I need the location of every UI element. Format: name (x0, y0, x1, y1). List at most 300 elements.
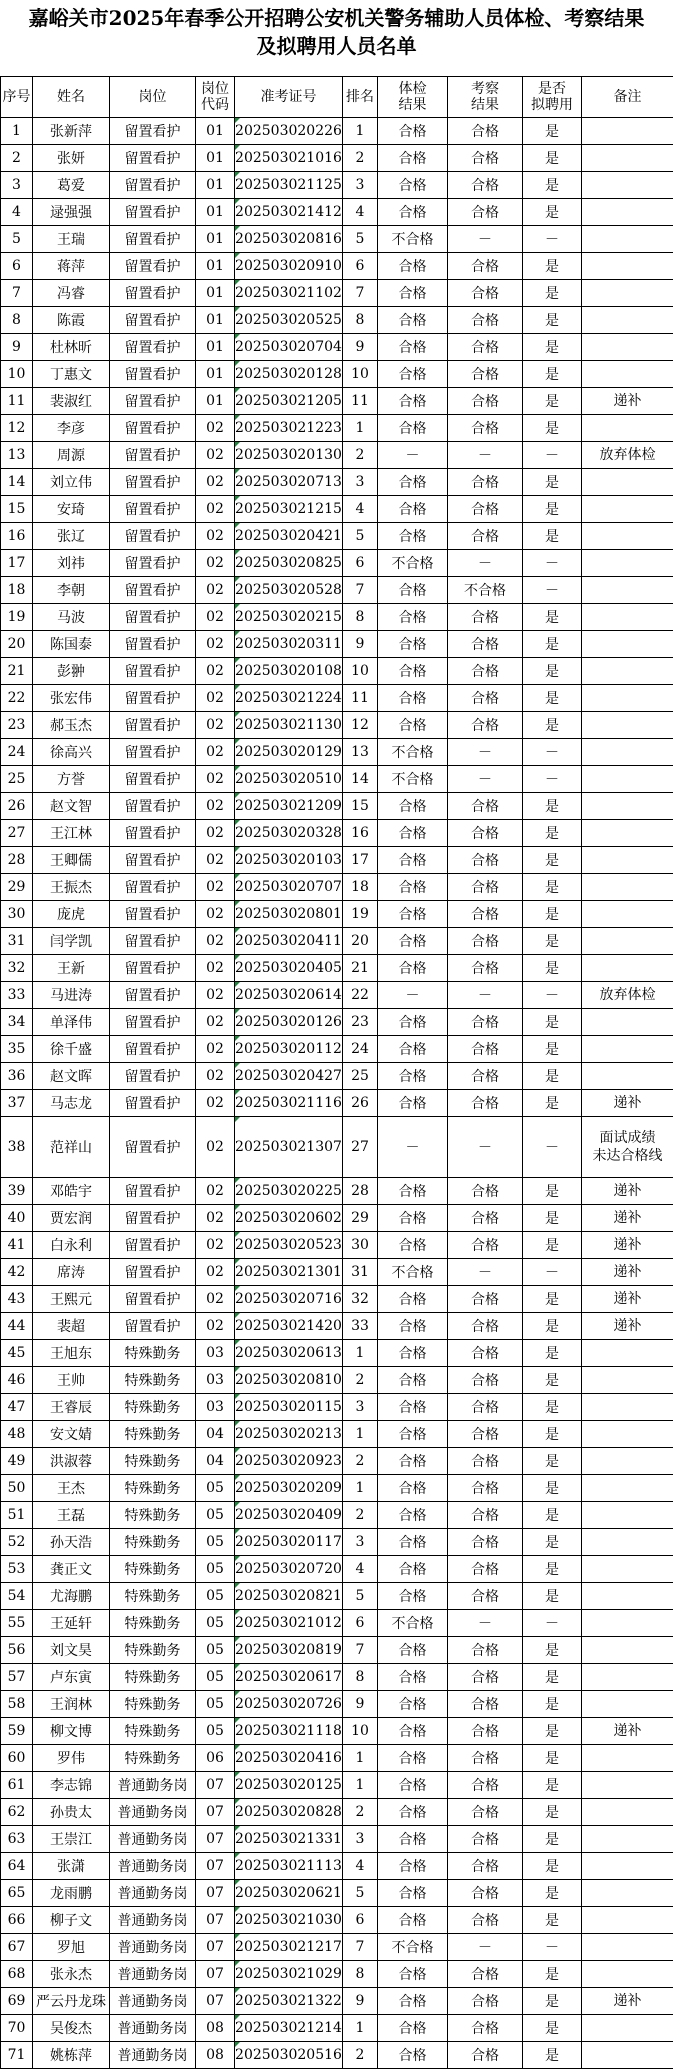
row-name: 张宏伟 (33, 685, 110, 712)
row-name: 王帅 (33, 1367, 110, 1394)
row-position: 留置看护 (110, 442, 196, 469)
row-remark (582, 739, 673, 766)
row-hire-status: 是 (523, 145, 582, 172)
row-physical-result: 合格 (378, 1529, 448, 1556)
row-rank: 5 (343, 1880, 378, 1907)
row-hire-status: 是 (523, 604, 582, 631)
row-position-code: 07 (196, 1961, 235, 1988)
row-exam-number: 202503020816 (235, 226, 343, 253)
row-hire-status: 是 (523, 523, 582, 550)
row-rank: 6 (343, 1610, 378, 1637)
row-index: 16 (1, 523, 33, 550)
row-remark: 递补 (582, 1988, 673, 2015)
table-row (1, 1063, 673, 1090)
row-inspection-result: 合格 (448, 1826, 523, 1853)
row-inspection-result: 合格 (448, 1036, 523, 1063)
row-position-code: 07 (196, 1826, 235, 1853)
row-hire-status: 是 (523, 253, 582, 280)
row-inspection-result: 合格 (448, 523, 523, 550)
row-inspection-result: 合格 (448, 496, 523, 523)
row-position: 留置看护 (110, 631, 196, 658)
row-inspection-result: 合格 (448, 1367, 523, 1394)
row-position: 留置看护 (110, 739, 196, 766)
row-physical-result: － (378, 442, 448, 469)
row-exam-number: 202503021214 (235, 2015, 343, 2042)
table-row (1, 415, 673, 442)
row-name: 张妍 (33, 145, 110, 172)
row-rank: 6 (343, 550, 378, 577)
row-inspection-result: 合格 (448, 955, 523, 982)
row-name: 柳子文 (33, 1907, 110, 1934)
table-row (1, 523, 673, 550)
col-header-remark: 备注 (582, 77, 673, 118)
row-remark (582, 604, 673, 631)
row-rank: 7 (343, 1637, 378, 1664)
row-hire-status: 是 (523, 1313, 582, 1340)
table-row (1, 2015, 673, 2042)
row-index: 38 (1, 1117, 33, 1178)
row-name: 王延轩 (33, 1610, 110, 1637)
row-name: 丁惠文 (33, 361, 110, 388)
row-exam-number: 202503020510 (235, 766, 343, 793)
row-exam-number: 202503020810 (235, 1367, 343, 1394)
row-position: 留置看护 (110, 604, 196, 631)
col-header-physical-result: 体检 结果 (378, 77, 448, 118)
table-row (1, 1826, 673, 1853)
row-remark (582, 415, 673, 442)
row-inspection-result: 合格 (448, 1583, 523, 1610)
row-name: 王杰 (33, 1475, 110, 1502)
row-physical-result: 合格 (378, 280, 448, 307)
row-exam-number: 202503020726 (235, 1691, 343, 1718)
row-position: 留置看护 (110, 1259, 196, 1286)
row-hire-status: － (523, 1259, 582, 1286)
row-remark (582, 1340, 673, 1367)
row-physical-result: 合格 (378, 793, 448, 820)
row-index: 13 (1, 442, 33, 469)
row-rank: 4 (343, 1556, 378, 1583)
row-hire-status: 是 (523, 1556, 582, 1583)
row-name: 王旭东 (33, 1340, 110, 1367)
table-row (1, 1664, 673, 1691)
row-exam-number: 202503020801 (235, 901, 343, 928)
col-header-exam-number: 准考证号 (235, 77, 343, 118)
row-rank: 10 (343, 361, 378, 388)
row-physical-result: 合格 (378, 496, 448, 523)
row-physical-result: 合格 (378, 388, 448, 415)
row-exam-number: 202503020720 (235, 1556, 343, 1583)
row-hire-status: 是 (523, 1718, 582, 1745)
row-index: 2 (1, 145, 33, 172)
row-inspection-result: － (448, 739, 523, 766)
row-index: 37 (1, 1090, 33, 1117)
row-hire-status: 是 (523, 1502, 582, 1529)
row-index: 63 (1, 1826, 33, 1853)
row-rank: 5 (343, 1583, 378, 1610)
row-inspection-result: － (448, 1259, 523, 1286)
document-title (0, 0, 673, 72)
row-exam-number: 202503020828 (235, 1799, 343, 1826)
row-index: 19 (1, 604, 33, 631)
row-remark (582, 118, 673, 145)
row-name: 卢东寅 (33, 1664, 110, 1691)
row-index: 60 (1, 1745, 33, 1772)
row-position: 特殊勤务 (110, 1475, 196, 1502)
table-row (1, 1367, 673, 1394)
row-index: 65 (1, 1880, 33, 1907)
row-hire-status: － (523, 739, 582, 766)
row-physical-result: 合格 (378, 1036, 448, 1063)
table-row (1, 847, 673, 874)
row-index: 8 (1, 307, 33, 334)
row-inspection-result: 合格 (448, 361, 523, 388)
row-name: 安琦 (33, 496, 110, 523)
row-remark: 递补 (582, 1286, 673, 1313)
row-rank: 9 (343, 1691, 378, 1718)
row-exam-number: 202503020819 (235, 1637, 343, 1664)
row-remark (582, 1880, 673, 1907)
row-rank: 3 (343, 1529, 378, 1556)
row-rank: 3 (343, 469, 378, 496)
row-inspection-result: 合格 (448, 1907, 523, 1934)
row-name: 赵文智 (33, 793, 110, 820)
row-hire-status: 是 (523, 1009, 582, 1036)
row-hire-status: 是 (523, 1063, 582, 1090)
row-exam-number: 202503020409 (235, 1502, 343, 1529)
row-rank: 4 (343, 199, 378, 226)
row-hire-status: 是 (523, 1907, 582, 1934)
row-position: 留置看护 (110, 874, 196, 901)
row-hire-status: 是 (523, 1205, 582, 1232)
table-row (1, 1178, 673, 1205)
row-inspection-result: 合格 (448, 1232, 523, 1259)
row-name: 王熙元 (33, 1286, 110, 1313)
row-position-code: 01 (196, 118, 235, 145)
row-hire-status: 是 (523, 2042, 582, 2069)
row-exam-number: 202503020108 (235, 658, 343, 685)
row-position: 特殊勤务 (110, 1664, 196, 1691)
row-name: 王磊 (33, 1502, 110, 1529)
row-physical-result: 合格 (378, 712, 448, 739)
row-rank: 21 (343, 955, 378, 982)
row-physical-result: 不合格 (378, 739, 448, 766)
row-inspection-result: 合格 (448, 847, 523, 874)
row-physical-result: 合格 (378, 334, 448, 361)
row-position-code: 05 (196, 1610, 235, 1637)
table-row (1, 1691, 673, 1718)
row-hire-status: 是 (523, 1232, 582, 1259)
row-rank: 1 (343, 118, 378, 145)
table-row (1, 334, 673, 361)
row-position-code: 07 (196, 1880, 235, 1907)
row-position: 普通勤务岗 (110, 2042, 196, 2069)
row-name: 龚正文 (33, 1556, 110, 1583)
row-exam-number: 202503020126 (235, 1009, 343, 1036)
row-inspection-result: 合格 (448, 685, 523, 712)
row-exam-number: 202503020523 (235, 1232, 343, 1259)
table-row (1, 712, 673, 739)
row-name: 尤海鹏 (33, 1583, 110, 1610)
row-exam-number: 202503020707 (235, 874, 343, 901)
row-position-code: 07 (196, 1772, 235, 1799)
row-inspection-result: － (448, 550, 523, 577)
table-row (1, 1961, 673, 1988)
row-hire-status: 是 (523, 1745, 582, 1772)
row-name: 姚栋萍 (33, 2042, 110, 2069)
row-hire-status: 是 (523, 415, 582, 442)
row-position: 留置看护 (110, 955, 196, 982)
row-hire-status: 是 (523, 1799, 582, 1826)
row-name: 裴淑红 (33, 388, 110, 415)
row-physical-result: 合格 (378, 847, 448, 874)
row-position: 留置看护 (110, 496, 196, 523)
row-position-code: 01 (196, 253, 235, 280)
row-position-code: 02 (196, 1090, 235, 1117)
row-exam-number: 202503020923 (235, 1448, 343, 1475)
row-index: 28 (1, 847, 33, 874)
col-header-position: 岗位 (110, 77, 196, 118)
row-rank: 10 (343, 658, 378, 685)
row-hire-status: 是 (523, 2015, 582, 2042)
row-rank: 7 (343, 1934, 378, 1961)
row-inspection-result: 合格 (448, 415, 523, 442)
results-table (0, 76, 673, 2069)
row-index: 52 (1, 1529, 33, 1556)
row-position: 普通勤务岗 (110, 1853, 196, 1880)
row-exam-number: 202503020602 (235, 1205, 343, 1232)
row-index: 71 (1, 2042, 33, 2069)
row-exam-number: 202503020704 (235, 334, 343, 361)
row-remark (582, 172, 673, 199)
row-position-code: 02 (196, 901, 235, 928)
row-hire-status: 是 (523, 1394, 582, 1421)
table-row (1, 1853, 673, 1880)
row-position: 留置看护 (110, 415, 196, 442)
row-exam-number: 202503021030 (235, 1907, 343, 1934)
row-name: 逯强强 (33, 199, 110, 226)
row-name: 邓皓宇 (33, 1178, 110, 1205)
row-remark: 面试成绩 未达合格线 (582, 1117, 673, 1178)
title-line-2: 及拟聘用人员名单 (0, 32, 673, 60)
table-row (1, 1718, 673, 1745)
row-physical-result: 合格 (378, 820, 448, 847)
row-exam-number: 202503020130 (235, 442, 343, 469)
row-position: 留置看护 (110, 1090, 196, 1117)
table-row (1, 388, 673, 415)
row-inspection-result: 合格 (448, 2015, 523, 2042)
row-physical-result: 合格 (378, 199, 448, 226)
row-position-code: 02 (196, 1178, 235, 1205)
row-index: 58 (1, 1691, 33, 1718)
row-position: 普通勤务岗 (110, 1826, 196, 1853)
row-inspection-result: － (448, 1610, 523, 1637)
row-physical-result: 合格 (378, 901, 448, 928)
row-rank: 20 (343, 928, 378, 955)
row-inspection-result: 合格 (448, 1286, 523, 1313)
table-row (1, 361, 673, 388)
row-position: 留置看护 (110, 793, 196, 820)
row-physical-result: － (378, 982, 448, 1009)
row-remark (582, 1448, 673, 1475)
table-row (1, 1313, 673, 1340)
table-row (1, 1556, 673, 1583)
row-index: 50 (1, 1475, 33, 1502)
row-exam-number: 202503021209 (235, 793, 343, 820)
row-index: 4 (1, 199, 33, 226)
row-hire-status: 是 (523, 118, 582, 145)
row-position: 留置看护 (110, 523, 196, 550)
row-remark: 递补 (582, 1313, 673, 1340)
row-name: 单泽伟 (33, 1009, 110, 1036)
row-physical-result: 不合格 (378, 1934, 448, 1961)
row-physical-result: 合格 (378, 1907, 448, 1934)
row-position-code: 05 (196, 1718, 235, 1745)
row-remark (582, 334, 673, 361)
row-hire-status: － (523, 442, 582, 469)
row-position: 普通勤务岗 (110, 1961, 196, 1988)
row-exam-number: 202503020103 (235, 847, 343, 874)
row-exam-number: 202503021322 (235, 1988, 343, 2015)
row-name: 刘立伟 (33, 469, 110, 496)
row-position: 特殊勤务 (110, 1691, 196, 1718)
table-row (1, 982, 673, 1009)
table-row (1, 280, 673, 307)
row-position-code: 08 (196, 2042, 235, 2069)
row-inspection-result: 合格 (448, 1205, 523, 1232)
row-remark (582, 307, 673, 334)
row-hire-status: 是 (523, 388, 582, 415)
row-exam-number: 202503020713 (235, 469, 343, 496)
row-physical-result: 合格 (378, 1421, 448, 1448)
row-name: 柳文博 (33, 1718, 110, 1745)
row-position-code: 04 (196, 1448, 235, 1475)
row-inspection-result: 合格 (448, 334, 523, 361)
row-rank: 5 (343, 226, 378, 253)
row-rank: 22 (343, 982, 378, 1009)
row-physical-result: 合格 (378, 307, 448, 334)
row-rank: 17 (343, 847, 378, 874)
row-position-code: 02 (196, 793, 235, 820)
row-position: 特殊勤务 (110, 1610, 196, 1637)
row-exam-number: 202503020129 (235, 739, 343, 766)
table-row (1, 469, 673, 496)
row-position-code: 01 (196, 307, 235, 334)
row-hire-status: 是 (523, 1421, 582, 1448)
row-position-code: 05 (196, 1664, 235, 1691)
row-exam-number: 202503021224 (235, 685, 343, 712)
row-remark (582, 550, 673, 577)
row-name: 王卿儒 (33, 847, 110, 874)
row-index: 3 (1, 172, 33, 199)
row-hire-status: 是 (523, 1583, 582, 1610)
row-position-code: 01 (196, 361, 235, 388)
row-position-code: 07 (196, 1853, 235, 1880)
row-remark (582, 901, 673, 928)
row-position-code: 01 (196, 226, 235, 253)
row-hire-status: 是 (523, 685, 582, 712)
row-inspection-result: 合格 (448, 901, 523, 928)
table-row (1, 658, 673, 685)
row-position: 留置看护 (110, 1205, 196, 1232)
row-remark (582, 1394, 673, 1421)
row-hire-status: 是 (523, 1367, 582, 1394)
row-rank: 1 (343, 1772, 378, 1799)
row-remark (582, 874, 673, 901)
row-name: 孙贵太 (33, 1799, 110, 1826)
row-inspection-result: 合格 (448, 604, 523, 631)
row-index: 70 (1, 2015, 33, 2042)
row-hire-status: 是 (523, 1853, 582, 1880)
row-physical-result: 合格 (378, 253, 448, 280)
table-row (1, 793, 673, 820)
row-exam-number: 202503021016 (235, 145, 343, 172)
row-physical-result: 合格 (378, 631, 448, 658)
row-rank: 1 (343, 415, 378, 442)
row-remark (582, 2015, 673, 2042)
row-hire-status: － (523, 766, 582, 793)
table-row (1, 1232, 673, 1259)
row-inspection-result: 合格 (448, 1853, 523, 1880)
row-name: 王润林 (33, 1691, 110, 1718)
row-rank: 15 (343, 793, 378, 820)
row-physical-result: 合格 (378, 1772, 448, 1799)
row-index: 46 (1, 1367, 33, 1394)
row-exam-number: 202503021012 (235, 1610, 343, 1637)
row-position-code: 02 (196, 442, 235, 469)
row-physical-result: 合格 (378, 658, 448, 685)
col-header-inspection-result: 考察 结果 (448, 77, 523, 118)
row-hire-status: － (523, 577, 582, 604)
table-row (1, 1529, 673, 1556)
row-hire-status: 是 (523, 874, 582, 901)
row-physical-result: 合格 (378, 1826, 448, 1853)
row-position-code: 02 (196, 1286, 235, 1313)
row-hire-status: － (523, 1117, 582, 1178)
row-name: 龙雨鹏 (33, 1880, 110, 1907)
row-inspection-result: 合格 (448, 1502, 523, 1529)
row-exam-number: 202503021301 (235, 1259, 343, 1286)
row-rank: 30 (343, 1232, 378, 1259)
table-row (1, 1988, 673, 2015)
row-inspection-result: 合格 (448, 172, 523, 199)
row-inspection-result: 合格 (448, 280, 523, 307)
row-hire-status: － (523, 982, 582, 1009)
row-exam-number: 202503020716 (235, 1286, 343, 1313)
row-physical-result: 不合格 (378, 1610, 448, 1637)
row-name: 张永杰 (33, 1961, 110, 1988)
row-inspection-result: 合格 (448, 469, 523, 496)
row-position-code: 02 (196, 685, 235, 712)
row-index: 45 (1, 1340, 33, 1367)
table-row (1, 1934, 673, 1961)
row-name: 李朝 (33, 577, 110, 604)
row-index: 27 (1, 820, 33, 847)
row-position: 留置看护 (110, 820, 196, 847)
row-name: 孙天浩 (33, 1529, 110, 1556)
row-rank: 3 (343, 172, 378, 199)
row-position-code: 02 (196, 1063, 235, 1090)
row-inspection-result: 合格 (448, 1340, 523, 1367)
row-index: 11 (1, 388, 33, 415)
row-remark (582, 1853, 673, 1880)
row-inspection-result: 不合格 (448, 577, 523, 604)
row-name: 吴俊杰 (33, 2015, 110, 2042)
col-header-rank: 排名 (343, 77, 378, 118)
row-hire-status: － (523, 1934, 582, 1961)
table-row (1, 442, 673, 469)
row-position-code: 02 (196, 1259, 235, 1286)
row-remark (582, 145, 673, 172)
